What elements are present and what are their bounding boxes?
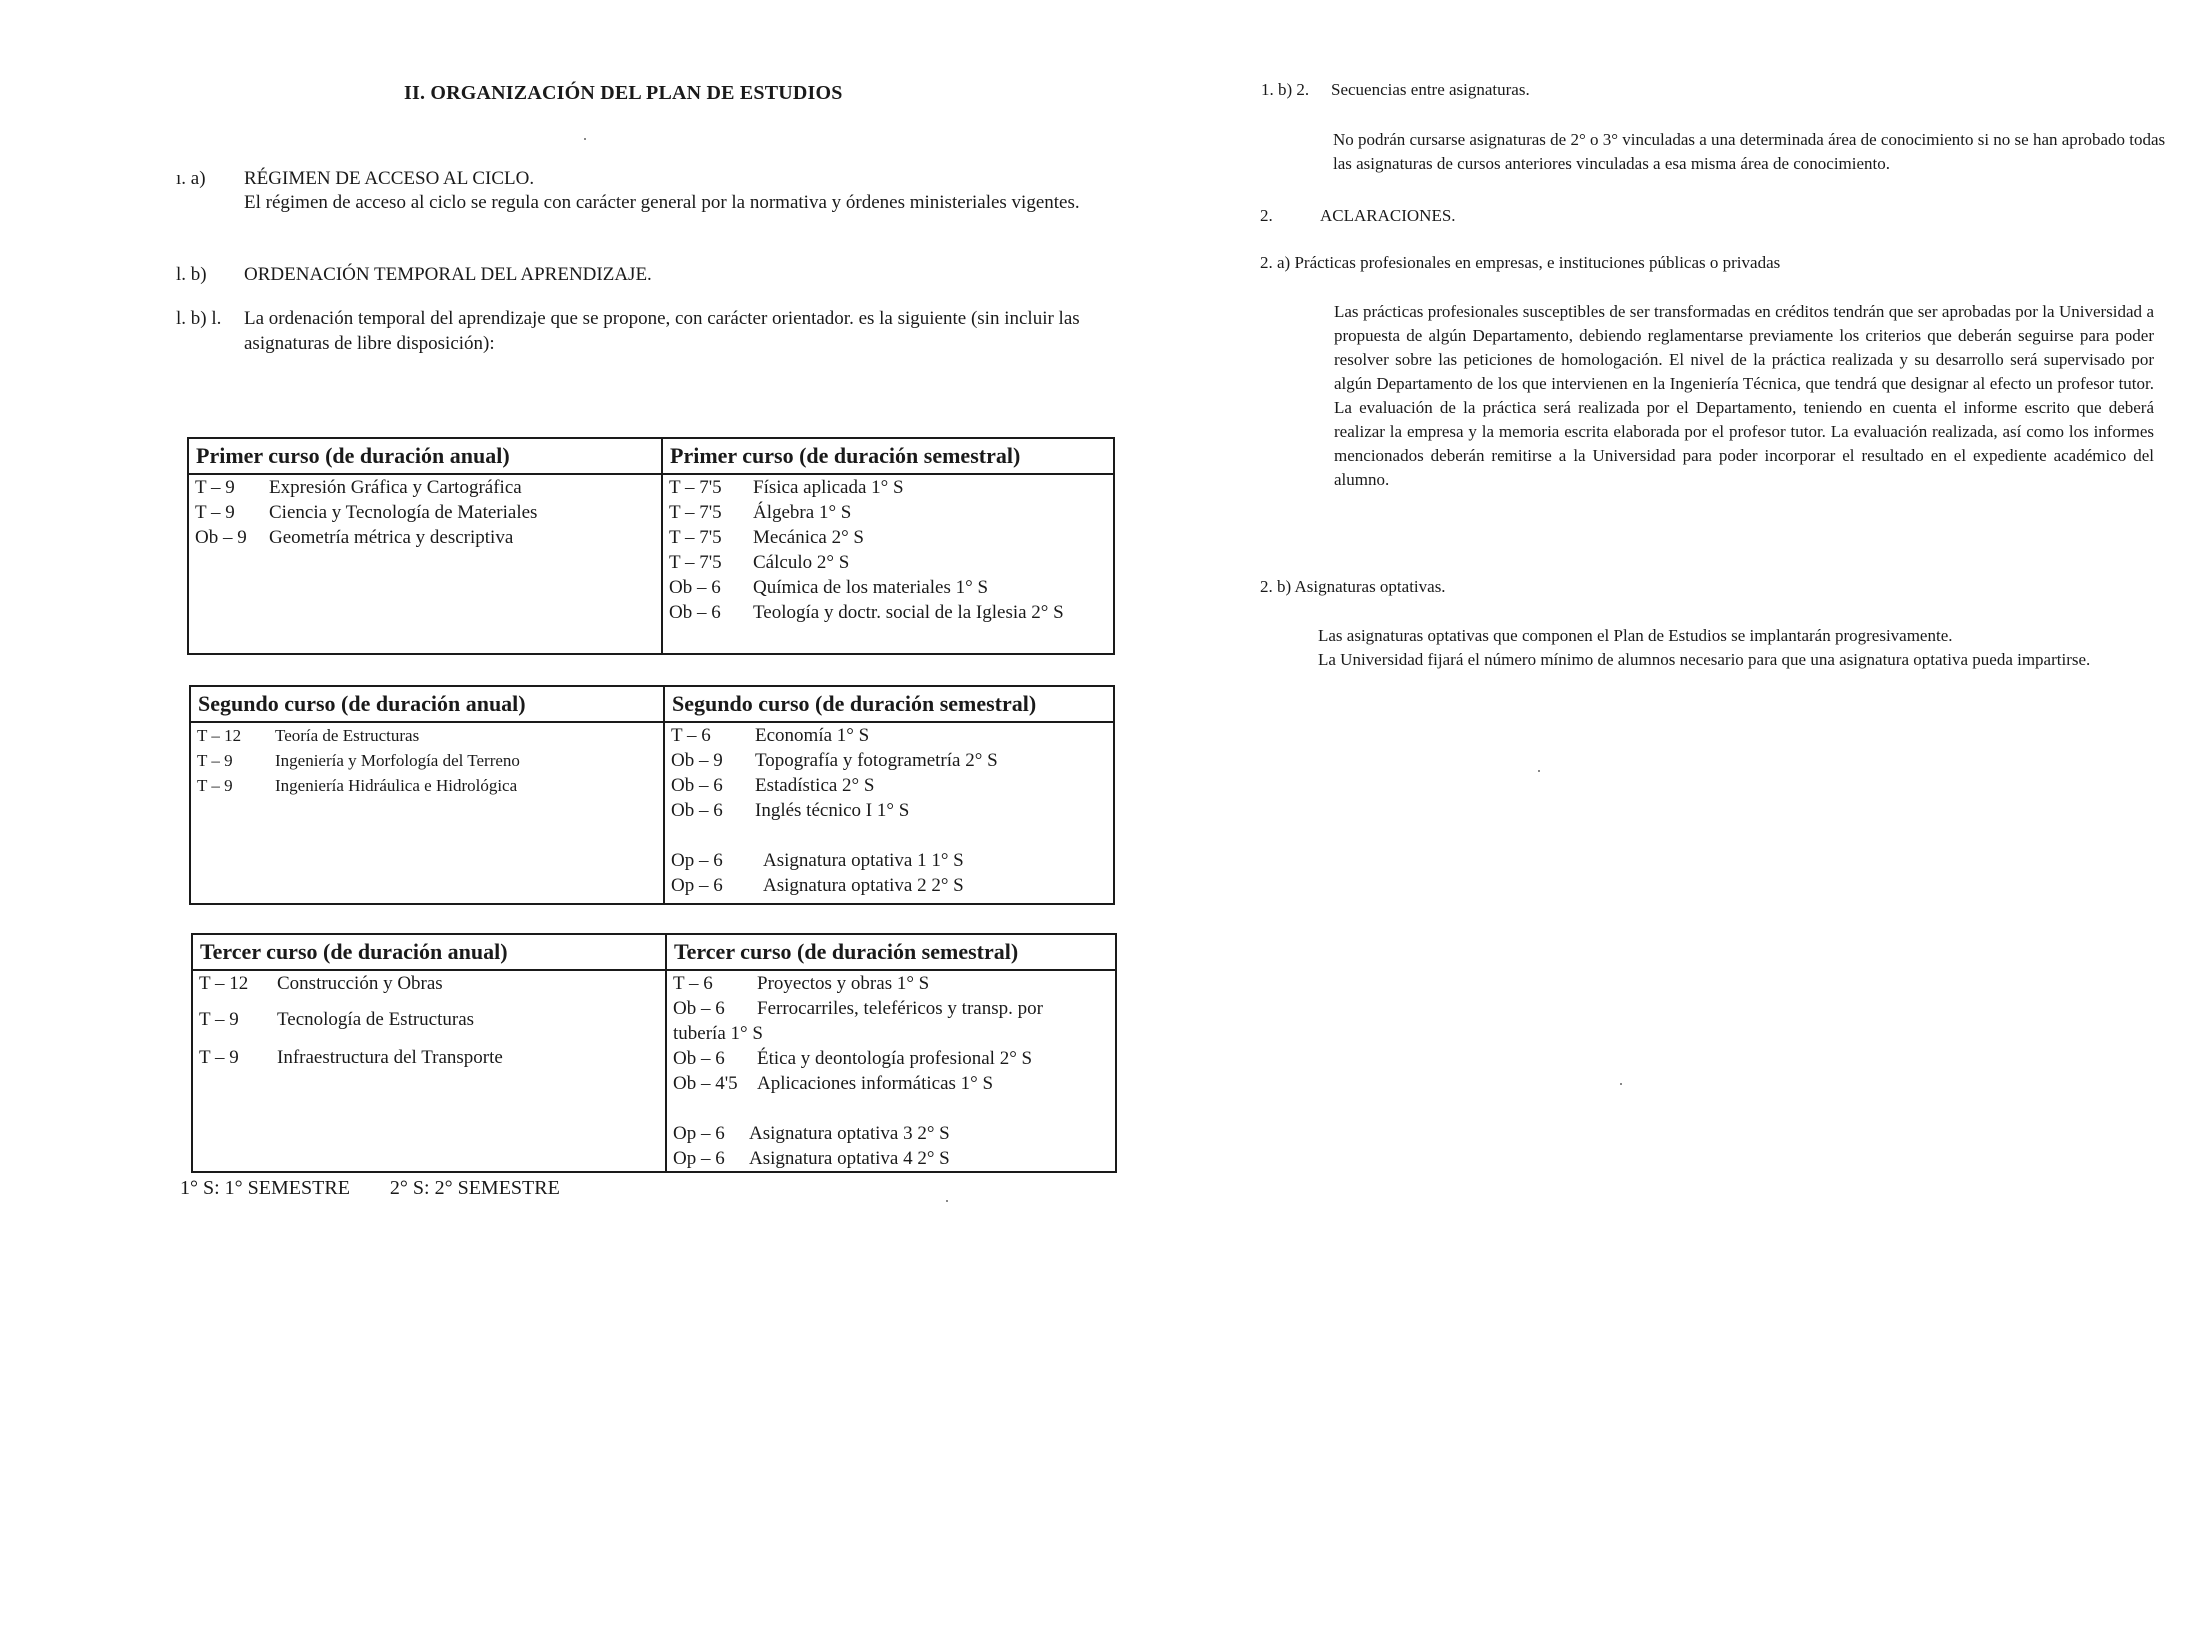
table-2-annual-header: Segundo curso (de duración anual) <box>190 686 664 722</box>
table-row: Ob – 6 Estadística 2° S <box>671 775 875 796</box>
section-1b1-label: l. b) l. <box>176 308 222 329</box>
table-row: T – 7'5 Mecánica 2° S <box>669 527 865 548</box>
page-title: II. ORGANIZACIÓN DEL PLAN DE ESTUDIOS <box>404 82 843 104</box>
section-2 <box>1260 204 1456 228</box>
scan-speck <box>1620 1083 1622 1085</box>
table-row: Op – 6 Asignatura optativa 2 2° S <box>671 875 964 896</box>
table-row: T – 6 Economía 1° S <box>671 725 870 746</box>
section-1a-text: El régimen de acceso al ciclo se regula con carácter general por la normativa y órdenes ministeriales vigentes. <box>244 192 1080 213</box>
curso-table-3 <box>191 933 1117 1173</box>
table-1-annual-header: Primer curso (de duración anual) <box>188 438 662 474</box>
table-row: T – 6 Proyectos y obras 1° S <box>673 973 930 994</box>
section-2-label: 2. <box>1260 206 1273 225</box>
table-3-semester-cell <box>666 970 1116 1172</box>
table-2-semester-cell <box>664 722 1114 904</box>
table-row: Ob – 6 Ferrocarriles, teleféricos y transp. por <box>673 998 1043 1019</box>
section-1b-heading: ORDENACIÓN TEMPORAL DEL APRENDIZAJE. <box>244 264 652 285</box>
table-row: Op – 6 Asignatura optativa 1 1° S <box>671 850 964 871</box>
semester-legend: 1° S: 1° SEMESTRE 2° S: 2° SEMESTRE <box>180 1177 560 1199</box>
section-2b-heading: 2. b) Asignaturas optativas. <box>1260 577 1446 596</box>
table-row: T – 9 Ingeniería y Morfología del Terreno <box>197 751 520 770</box>
table-row: T – 9 Tecnología de Estructuras <box>199 1009 475 1030</box>
table-row: T – 7'5 Física aplicada 1° S <box>669 477 904 498</box>
table-row: Ob – 6 Teología y doctr. social de la Iglesia 2° S <box>669 602 1064 623</box>
table-row: T – 9 Infraestructura del Transporte <box>199 1047 503 1068</box>
scan-speck <box>584 138 586 140</box>
table-3-semester-header: Tercer curso (de duración semestral) <box>666 934 1116 970</box>
table-row: T – 12 Construcción y Obras <box>199 973 443 994</box>
table-1-semester-cell <box>662 474 1114 654</box>
table-3-annual-header: Tercer curso (de duración anual) <box>192 934 666 970</box>
section-1b2 <box>1261 78 1530 102</box>
table-row: Op – 6 Asignatura optativa 3 2° S <box>673 1123 950 1144</box>
section-1b-label: l. b) <box>176 264 207 285</box>
table-row: T – 12 Teoría de Estructuras <box>197 726 420 745</box>
table-1-semester-header: Primer curso (de duración semestral) <box>662 438 1114 474</box>
curso-table-2 <box>189 685 1115 905</box>
section-1b <box>176 262 652 287</box>
section-1b2-text: No podrán cursarse asignaturas de 2° o 3° vinculadas a una determinada área de conocimiento si no se han aprobado todas las asignaturas de cursos anteriores vinculadas a esa misma área de conocimiento. <box>1333 130 2166 173</box>
table-1-annual-cell <box>188 474 662 654</box>
table-row: Ob – 9 Geometría métrica y descriptiva <box>195 527 514 548</box>
table-row: Ob – 6 Inglés técnico I 1° S <box>671 800 910 821</box>
table-row: Ob – 6 Química de los materiales 1° S <box>669 577 989 598</box>
section-2-heading: ACLARACIONES. <box>1320 206 1456 225</box>
scan-speck <box>1538 770 1540 772</box>
table-row: Ob – 9 Topografía y fotogrametría 2° S <box>671 750 998 771</box>
table-row: T – 7'5 Álgebra 1° S <box>669 502 852 523</box>
scan-speck <box>946 1200 948 1202</box>
section-2b-text-1: Las asignaturas optativas que componen el Plan de Estudios se implantarán progresivamente. <box>1318 626 1953 645</box>
table-row: Op – 6 Asignatura optativa 4 2° S <box>673 1148 950 1169</box>
table-row: T – 9 Expresión Gráfica y Cartográfica <box>195 477 522 498</box>
section-1b2-heading: Secuencias entre asignaturas. <box>1331 80 1530 99</box>
table-row: tubería 1° S <box>673 1023 763 1044</box>
section-1b2-label: 1. b) 2. <box>1261 80 1310 99</box>
section-2a-heading: 2. a) Prácticas profesionales en empresas, e instituciones públicas o privadas <box>1260 253 1781 272</box>
table-row: T – 9 Ingeniería Hidráulica e Hidrológica <box>197 776 518 795</box>
section-1a-label: ı. a) <box>176 168 206 189</box>
section-1b1-text: La ordenación temporal del aprendizaje que se propone, con carácter orientador. es la siguiente (sin incluir las asignaturas de libre disposición): <box>244 308 1080 354</box>
section-1a <box>176 166 1176 191</box>
curso-table-1 <box>187 437 1115 655</box>
table-2-semester-header: Segundo curso (de duración semestral) <box>664 686 1114 722</box>
table-row: T – 7'5 Cálculo 2° S <box>669 552 850 573</box>
table-2-annual-cell <box>190 722 664 904</box>
section-2b-text-2: La Universidad fijará el número mínimo de alumnos necesario para que una asignatura optativa pueda impartirse. <box>1318 650 2091 669</box>
section-2a-text: Las prácticas profesionales susceptibles de ser transformadas en créditos tendrán que ser aprobadas por la Universidad a propuesta de algún Departamento, debiendo reglamentarse previamente los criterios que deberán seguirse para poder resolver sobre las peticiones de homologación. El nivel de la práctica realizada y su desarrollo será supervisado por algún Departamento de los que intervienen en la Ingeniería Técnica, que tendrá que designar al efecto un profesor tutor. La evaluación de la práctica será realizada por el Departamento, teniendo en cuenta el informe escrito que deberá realizar la empresa y la memoria escrita elaborada por el profesor tutor. La evaluación realizada, así como los informes mencionados deberán remitirse a la Universidad para poder incorporar el resultado en el expediente académico del alumno. <box>1334 302 2154 489</box>
table-row: T – 9 Ciencia y Tecnología de Materiales <box>195 502 538 523</box>
section-1a-heading: RÉGIMEN DE ACCESO AL CICLO. <box>244 168 535 189</box>
table-row: Ob – 4'5 Aplicaciones informáticas 1° S <box>673 1073 994 1094</box>
table-3-annual-cell <box>192 970 666 1172</box>
table-row: Ob – 6 Ética y deontología profesional 2° S <box>673 1048 1033 1069</box>
